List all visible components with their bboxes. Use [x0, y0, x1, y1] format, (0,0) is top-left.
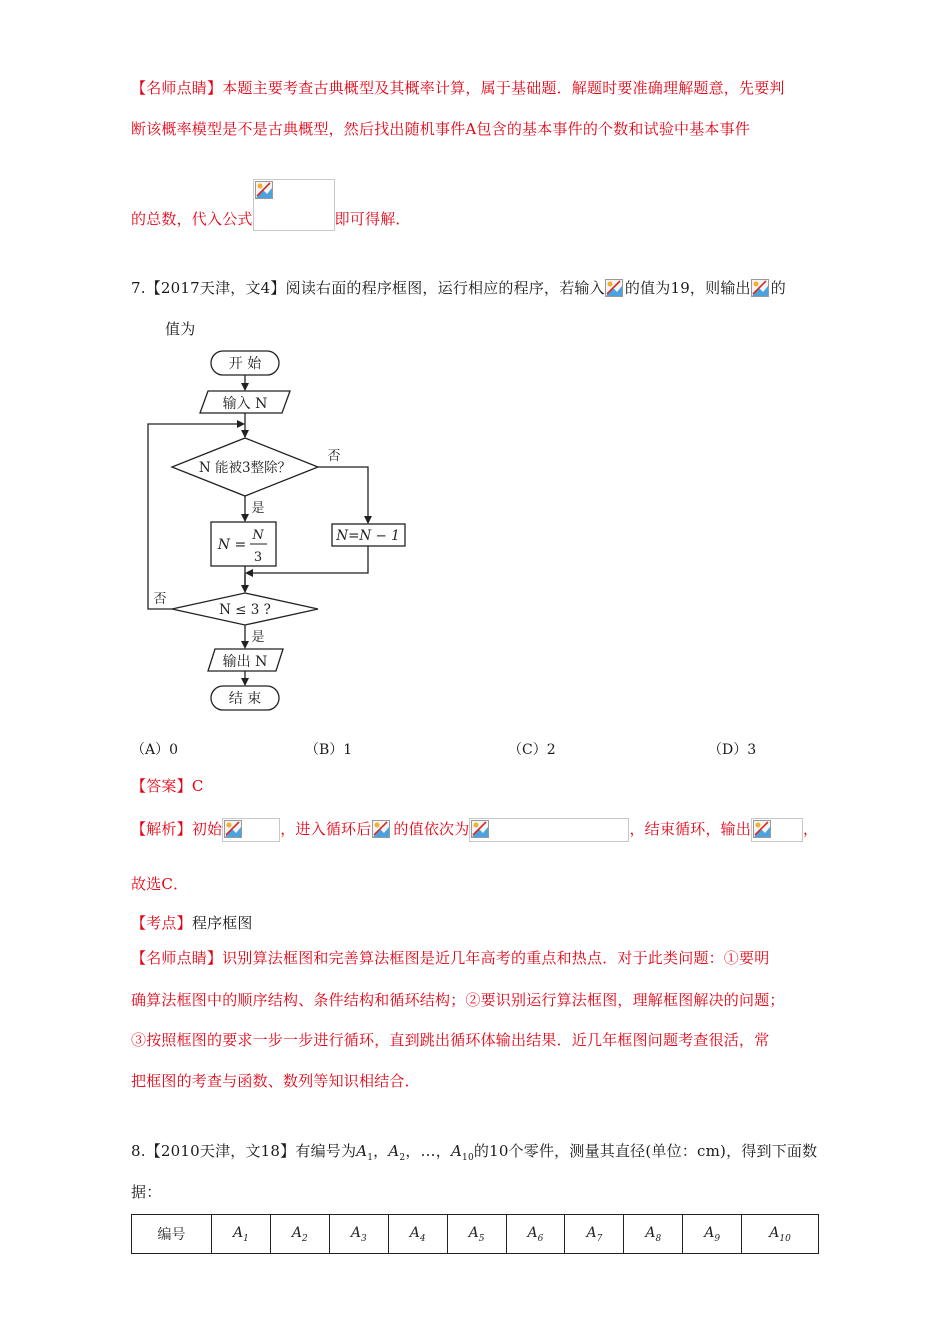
table-cell: $A_9$ — [683, 1215, 742, 1254]
tip2-line2: 确算法框图中的顺序结构、条件结构和循环结构；②要识别运行算法框图，理解框图解决的问题； — [131, 991, 785, 1009]
kaodian-line — [131, 912, 253, 933]
flow-assign-lhs: N = — [217, 537, 247, 553]
broken-image-icon — [751, 279, 769, 297]
flow-no1-label: 否 — [327, 449, 341, 464]
formula-image-placeholder — [253, 179, 335, 231]
table-cell: $A_5$ — [447, 1215, 506, 1254]
broken-image-icon — [255, 181, 273, 199]
option-a: （A）0 — [131, 742, 179, 758]
table-cell: $A_8$ — [624, 1215, 683, 1254]
flow-assign-right-label: N=N − 1 — [336, 528, 400, 544]
answer-value: C — [191, 777, 204, 795]
broken-image-icon — [471, 820, 489, 838]
table-cell: $A_7$ — [565, 1215, 624, 1254]
option-c: （C）2 — [508, 742, 556, 758]
tip2-line3: ③按照框图的要求一步一步进行循环，直到跳出循环体输出结果．近几年框图问题考查很活，常 — [131, 1031, 770, 1049]
q8-line1: 8.【2010天津，文18】有编号为$A_1$，$A_2$，…，$A_{10}$的10个零件，测量其直径(单位：cm)，得到下面数 — [131, 1142, 818, 1163]
broken-image-icon — [753, 820, 771, 838]
flow-output-label: 输出 N — [222, 654, 268, 670]
loop-var-image — [371, 819, 393, 841]
tip1-line1: 【名师点睛】本题主要考查古典概型及其概率计算，属于基础题．解题时要准确理解题意，先要判 — [131, 79, 785, 97]
answer-line — [131, 775, 204, 796]
flow-cond1-label: N 能被3整除？ — [198, 460, 292, 476]
kaodian-tag: 【考点】 — [131, 914, 192, 932]
table-cell: $A_4$ — [388, 1215, 447, 1254]
flowchart — [140, 345, 410, 715]
answer-tag: 【答案】 — [131, 777, 192, 795]
flow-assign-den: 3 — [253, 550, 263, 565]
table-header-cell: 编号 — [132, 1215, 212, 1254]
table-row — [132, 1215, 819, 1254]
flow-input-label: 输入 N — [222, 396, 268, 412]
q8-line2: 据： — [131, 1183, 162, 1201]
table-cell: $A_{10}$ — [742, 1215, 819, 1254]
analysis-line2: 故选C． — [131, 875, 189, 893]
tip2-line4: 把框图的考查与函数、数列等知识相结合． — [131, 1072, 420, 1090]
broken-image-icon — [605, 279, 623, 297]
flow-yes2-label: 是 — [251, 630, 265, 645]
parts-table — [131, 1214, 819, 1254]
q7-line2: 值为 — [165, 320, 196, 338]
option-b: （B）1 — [305, 742, 353, 758]
tip1-line2: 断该概率模型是不是古典概型，然后找出随机事件A包含的基本事件的个数和试验中基本事件 — [131, 120, 751, 138]
sequence-image — [469, 818, 629, 842]
tip1-line3: 的总数，代入公式 即可得解． — [131, 208, 411, 231]
analysis-line1: 【解析】初始 ，进入循环后 的值依次为 ，结束循环，输出 ， — [131, 818, 818, 842]
broken-image-icon — [224, 820, 242, 838]
analysis-tag: 【解析】 — [131, 820, 192, 838]
input-var-image — [605, 279, 625, 299]
flow-yes1-label: 是 — [251, 501, 265, 516]
flow-no2-label: 否 — [153, 592, 167, 607]
flow-cond2-label: N ≤ 3 ? — [219, 602, 271, 618]
table-cell: $A_3$ — [329, 1215, 388, 1254]
table-cell: $A_6$ — [506, 1215, 565, 1254]
initial-value-image — [222, 818, 280, 842]
broken-image-icon — [372, 820, 390, 838]
kaodian-value: 程序框图 — [191, 914, 253, 932]
q7-line1: 7.【2017天津，文4】阅读右面的程序框图，运行相应的程序，若输入 的值为19，则输出 的 — [131, 279, 786, 297]
flow-start-label: 开 始 — [228, 356, 262, 372]
tip2-line1: 【名师点睛】识别算法框图和完善算法框图是近几年高考的重点和热点．对于此类问题：①要明 — [131, 949, 770, 967]
tip2-tag: 【名师点睛】 — [131, 949, 223, 967]
flow-end-label: 结 束 — [228, 691, 262, 707]
output-value-image — [751, 818, 803, 842]
tip1-tag: 【名师点睛】 — [131, 79, 223, 97]
flow-assign-num: N — [252, 528, 264, 543]
option-d: （D）3 — [708, 742, 757, 758]
table-cell: $A_2$ — [270, 1215, 329, 1254]
table-cell: $A_1$ — [212, 1215, 271, 1254]
output-var-image — [751, 279, 771, 299]
